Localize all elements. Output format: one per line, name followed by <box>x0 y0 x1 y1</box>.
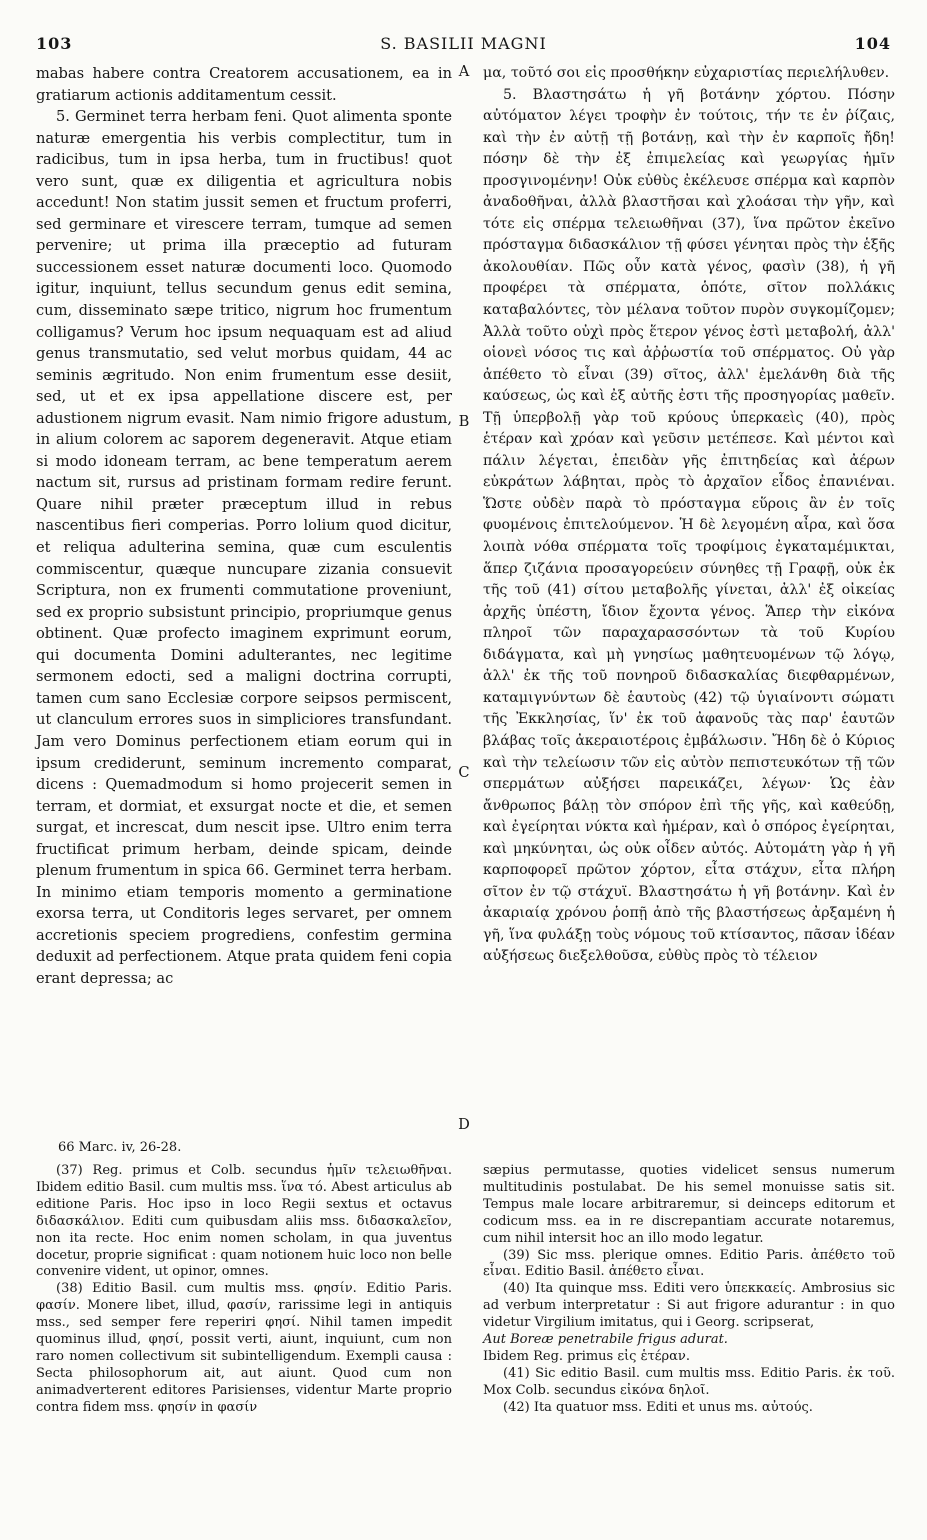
page-number-right: 104 <box>854 34 891 53</box>
latin-paragraph-1: mabas habere contra Creatorem accusationem, ea in gratiarum actionis additamentum cessit. <box>36 65 452 104</box>
greek-paragraph-1: μα, τοῦτό σοι εἰς προσθήκην εὐχαριστίας περιελήλυθεν. <box>483 65 890 81</box>
footnote-40-additional: Ibidem Reg. primus εἰς ἑτέραν. <box>483 1348 690 1364</box>
margin-marker-b: B <box>458 413 470 430</box>
running-header <box>36 34 891 60</box>
footnote-39: (39) Sic mss. plerique omnes. Editio Paris. ἀπέθετο τοῦ εἶναι. Editio Basil. ἀπέθετο εἶναι. <box>483 1247 895 1280</box>
margin-marker-d: D <box>458 1116 470 1133</box>
greek-column <box>483 63 895 968</box>
margin-marker-c: C <box>458 764 470 781</box>
running-title: S. BASILII MAGNI <box>380 34 547 53</box>
page-number-left: 103 <box>36 34 73 53</box>
latin-column <box>36 63 452 990</box>
margin-marker-a: A <box>458 63 470 80</box>
footnotes-right <box>483 1163 895 1417</box>
footnotes-left <box>36 1163 452 1417</box>
footnote-42: (42) Ita quatuor mss. Editi et unus ms. αὐτούς. <box>503 1399 813 1415</box>
footnote-38-continued: sæpius permutasse, quoties videlicet sensus numerum multitudinis postulabat. De his semel monuisse satis sit. Tempus male locare arbitraremur, si deinceps editorum et codicum mss. ea in re discrepantiam accurate notaremus, cum nihil intersit hoc an illo modo legatur. <box>483 1163 895 1246</box>
scripture-reference: 66 Marc. iv, 26-28. <box>58 1140 182 1155</box>
footnote-41: (41) Sic editio Basil. cum multis mss. Editio Paris. ἐκ τοῦ. Mox Colb. secundus εἰκόνα δηλοῖ. <box>483 1365 895 1398</box>
greek-paragraph-2: 5. Βλαστησάτω ἡ γῆ βοτάνην χόρτου. Πόσην αὐτόματον λέγει τροφὴν ἐν τούτοις, τήν τε ἐν ῥίζαις, καὶ τὴν ἐν αὐτῇ τῇ βοτάνῃ, καὶ τὴν ἐν καρποῖς ἤδη! πόσην δὲ τὴν ἐξ ἐπιμελείας καὶ γεωργίας ἡμῖν προσγινομένην! Οὐκ εὐθὺς ἐκέλευσε σπέρμα καὶ καρπὸν ἀναδοθῆναι, ἀλλὰ βλαστῆσαι καὶ χλοάσαι τὴν γῆν, καὶ τότε εἰς σπέρμα τελειωθῆναι (37), ἵνα πρῶτον ἐκεῖνο πρόσταγμα διδασκάλιον τῇ φύσει γένηται πρὸς τὴν ἑξῆς ἀκολουθίαν. Πῶς οὖν κατὰ γένος, φασὶν (38), ἡ γῆ προφέρει τὰ σπέρματα, ὁπότε, σῖτον πολλάκις καταβαλόντες, τὸν μέλανα τοῦτον πυρὸν συγκομίζομεν; Ἀλλὰ τοῦτο οὐχὶ πρὸς ἕτερον γένος ἐστὶ μεταβολή, ἀλλ' οἱονεὶ νόσος τις καὶ ἀῤῥωστία τοῦ σπέρματος. Οὐ γὰρ ἀπέθετο τὸ εἶναι (39) σῖτος, ἀλλ' ἐμελάνθη διὰ τῆς καύσεως, ὡς καὶ ἐξ αὐτῆς ἐστι τῆς προσηγορίας μαθεῖν. Τῇ ὑπερβολῇ γὰρ τοῦ κρύους ὑπερκαεὶς (40), πρὸς ἑτέραν καὶ χρόαν καὶ γεῦσιν μετέπεσε. Καὶ μέντοι καὶ πάλιν λέγεται, ἐπειδὰν γῆς ἐπιτηδείας καὶ ἀέρων εὐκράτων λάβηται, πρὸς τὸ ἀρχαῖον εἶδος ἐπανιέναι. Ὥστε οὐδὲν παρὰ τὸ πρόσταγμα εὕροις ἂν ἐν τοῖς φυομένοις ἐπιτελούμενον. Ἡ δὲ λεγομένη αἶρα, καὶ ὅσα λοιπὰ νόθα σπέρματα τοῖς τροφίμοις ἐγκαταμέμικται, ἅπερ ζιζάνια προσαγορεύειν σύνηθες τῇ Γραφῇ, οὐκ ἐκ τῆς τοῦ (41) σίτου μεταβολῆς γίνεται, ἀλλ' ἐξ οἰκείας ἀρχῆς ὑπέστη, ἴδιον ἔχοντα γένος. Ἅπερ τὴν εἰκόνα πληροῖ τῶν παραχαρασσόντων τὰ τοῦ Κυρίου διδάγματα, καὶ μὴ γνησίως μαθητευομένων τῷ λόγῳ, ἀλλ' ἐκ τῆς τοῦ πονηροῦ διδασκαλίας διεφθαρμένων, καταμιγνύντων δὲ ἑαυτοὺς (42) τῷ ὑγιαίνοντι σώματι τῆς Ἐκκλησίας, ἵν' ἐκ τοῦ ἀφανοῦς τὰς παρ' ἑαυτῶν βλάβας τοῖς ἀκεραιοτέροις ἐμβάλωσιν. Ἤδη δὲ ὁ Κύριος καὶ τὴν τελείωσιν τῶν εἰς αὐτὸν πεπιστευκότων τῇ τῶν σπερμάτων αὐξήσει παρεικάζει, λέγων· Ὡς ἐὰν ἄνθρωπος βάλῃ τὸν σπόρον ἐπὶ τῆς γῆς, καὶ καθεύδῃ, καὶ ἐγείρηται νύκτα καὶ ἡμέραν, καὶ ὁ σπόρος ἐγείρηται, καὶ μηκύνηται, ὡς οὐκ οἶδεν αὐτός. Αὐτομάτη γὰρ ἡ γῆ καρποφορεῖ πρῶτον χόρτον, εἶτα στάχυν, εἶτα πλήρη σῖτον ἐν τῷ στάχυϊ. Βλαστησάτω ἡ γῆ βοτάνην. Καὶ ἐν ἀκαριαίᾳ χρόνου ῥοπῇ ἀπὸ τῆς βλαστήσεως ἀρξαμένη ἡ γῆ, ἵνα φυλάξῃ τοὺς νόμους τοῦ κτίσαντος, πᾶσαν ἰδέαν αὐξήσεως διεξελθοῦσα, εὐθὺς πρὸς τὸ τέλειον <box>483 86 895 965</box>
footnote-37: (37) Reg. primus et Colb. secundus ἡμῖν τελειωθῆναι. Ibidem editio Basil. cum multis mss. ἵνα τό. Abest articulus ab editione Paris. Hoc ipso in loco Regii sextus et octavus διδασκάλιον. Editi cum quibusdam aliis mss. διδασκαλεῖον, non ita recte. Hoc enim nomen scholam, in qua juventus docetur, proprie significat : quam notionem huic loco non belle convenire vident, ut opinor, omnes. <box>36 1163 452 1280</box>
verse-quotation: Aut Boreæ penetrabile frigus adurat. <box>483 1332 728 1348</box>
latin-paragraph-2: 5. Germinet terra herbam feni. Quot alimenta sponte naturæ emergentia his verbis complectitur, tum in radicibus, tum in ipsa herba, tum in fructibus! quot vero sunt, quæ ex diligentia et agricultura nobis accedunt! Non statim jussit semen et fructum proferri, sed germinare et virescere terram, tumque ad semen pervenire; ut prima illa præceptio ad futuram successionem esset naturæ documenti loco. Quomodo igitur, inquiunt, tellus secundum genus edit semina, cum, disseminato sæpe tritico, nigrum hoc frumentum colligamus? Verum hoc ipsum nequaquam est ad aliud genus transmutatio, sed velut morbus quidam, 44 ac seminis ægritudo. Non enim frumentum esse desiit, sed, ut et ex ipsa appellatione discere est, per adustionem nigrum evasit. Nam nimio frigore adustum, in alium colorem ac saporem degeneravit. Atque etiam si modo idoneam terram, ac bene temperatum aerem nactum sit, rursus ad pristinam formam redire ferunt. Quare nihil præter præceptum illud in rebus nascentibus fieri comperias. Porro lolium quod dicitur, et reliqua adulterina semina, quæ cum esculentis commiscentur, quæque nuncupare zizania consuevit Scriptura, non ex frumenti commutatione proveniunt, sed ex proprio subsistunt principio, propriumque genus obtinent. Quæ profecto imaginem exprimunt eorum, qui documenta Domini adulterantes, nec legitime sermonem edocti, sed a maligni doctrina corrupti, tamen cum sano Ecclesiæ corpore seipsos permiscent, ut clanculum errores suos in simpliciores transfundant. Jam vero Dominus perfectionem etiam eorum qui in ipsum crediderunt, seminum incremento comparat, dicens : Quemadmodum si homo projecerit semen in terram, et dormiat, et exsurgat nocte et die, et semen surgat, et increscat, dum nescit ipse. Ultro enim terra fructificat primum herbam, deinde spicam, deinde plenum frumentum in spica 66. Germinet terra herbam. In minimo etiam temporis momento a germinatione exorsa terra, ut Conditoris leges servaret, per omnem accretionis speciem progrediens, confestim germina deduxit ad perfectionem. Atque prata quidem feni copia erant depressa; ac <box>36 108 452 987</box>
footnote-40: (40) Ita quinque mss. Editi vero ὑπεκκαείς. Ambrosius sic ad verbum interpretatur : Si aut frigore adurantur : in quo videtur Virgilium imitatus, qui i Georg. scripserat, <box>483 1281 895 1331</box>
footnote-38: (38) Editio Basil. cum multis mss. φησίν. Editio Paris. φασίν. Monere libet, illud, φασίν, rarissime legi in antiquis mss., sed semper fere reperiri φησί. Nihil tamen impedit quominus illud, φησί, possit verti, aiunt, inquiunt, cum non raro nomen collectivum sit subintelligendum. Exempli causa : Secta philosophorum ait, aut aiunt. Quod cum non animadverterent editores Parisienses, videntur Marte proprio contra fidem mss. φησίν in φασίν <box>36 1281 452 1415</box>
